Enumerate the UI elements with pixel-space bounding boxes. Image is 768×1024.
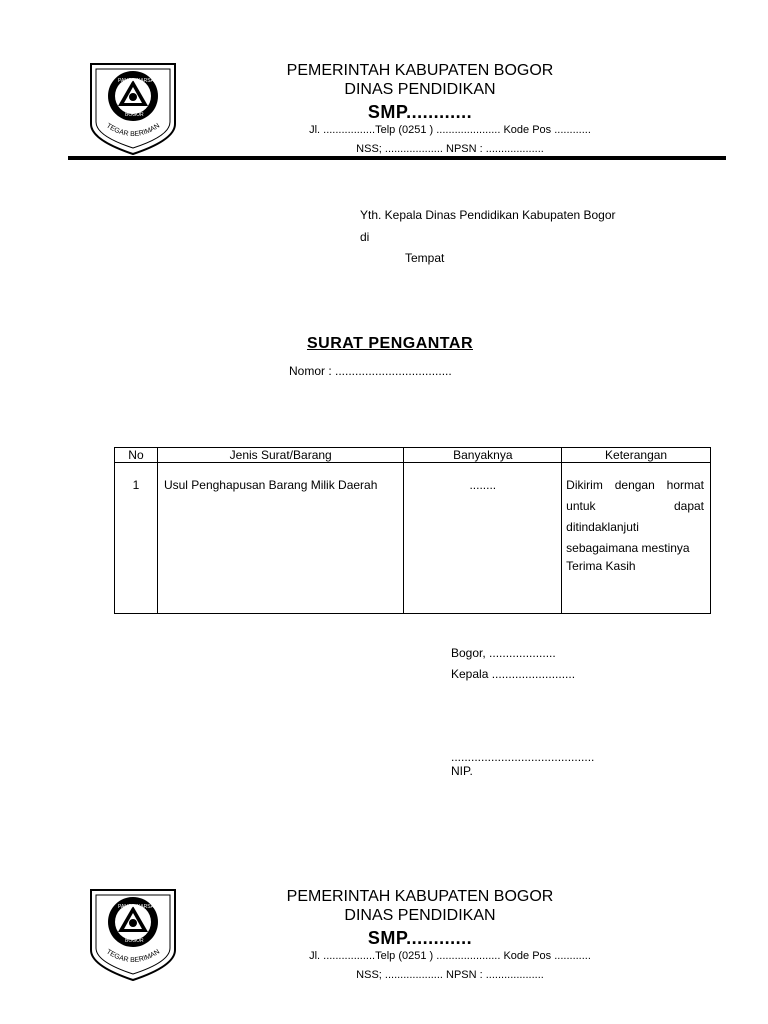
cell-item: Usul Penghapusan Barang Milik Daerah: [157, 463, 404, 614]
recipient-place: Tempat: [405, 251, 445, 265]
svg-text:PANCA: PANCA: [118, 904, 135, 910]
cell-qty: ........: [404, 463, 562, 614]
svg-text:KARSA: KARSA: [137, 78, 154, 84]
note-text: Dikirim dengan hormat untuk dapat ditindaklanjuti sebagaimana mestinya: [566, 478, 704, 555]
letter-number: Nomor : ...................................: [289, 364, 452, 378]
column-header-note: Keterangan: [562, 448, 711, 463]
letter-title: SURAT PENGANTAR: [306, 335, 473, 352]
footer-header-address: Jl. .................Telp (0251 ) ..................... Kode Pos ............: [309, 950, 591, 962]
signature-place-date: Bogor, ....................: [451, 646, 556, 660]
footer-header-department: DINAS PENDIDIKAN: [344, 907, 496, 924]
header-divider: [68, 156, 726, 160]
footer-header-ids: NSS; ................... NPSN : ...................: [356, 969, 544, 981]
school-logo-bottom: [88, 886, 178, 982]
recipient-di: di: [360, 230, 370, 244]
header-school: SMP............: [367, 102, 473, 122]
header-address: Jl. .................Telp (0251 ) ..................... Kode Pos ............: [309, 124, 591, 136]
signature-name-line: ...........................................: [451, 750, 595, 764]
footer-header-school: SMP............: [367, 928, 473, 948]
signature-nip: NIP.: [451, 764, 473, 778]
svg-text:TEGAR BERIMAN: TEGAR BERIMAN: [104, 122, 162, 139]
column-header-item: Jenis Surat/Barang: [157, 448, 404, 463]
column-header-qty: Banyaknya: [404, 448, 562, 463]
recipient-line: Yth. Kepala Dinas Pendidikan Kabupaten Bogor: [360, 208, 616, 222]
header-department: DINAS PENDIDIKAN: [344, 81, 496, 98]
header-government: PEMERINTAH KABUPATEN BOGOR: [286, 62, 554, 79]
cell-no: 1: [115, 463, 158, 614]
header-ids: NSS; ................... NPSN : ...................: [356, 143, 544, 155]
note-thanks: Terima Kasih: [566, 559, 636, 573]
signature-role: Kepala .........................: [451, 667, 576, 681]
footer-header-government: PEMERINTAH KABUPATEN BOGOR: [286, 888, 554, 905]
svg-text:TEGAR BERIMAN: TEGAR BERIMAN: [104, 948, 162, 965]
svg-text:BOGOR: BOGOR: [125, 938, 144, 944]
svg-text:PANCA: PANCA: [118, 78, 135, 84]
cell-note: [562, 463, 711, 614]
school-logo: [88, 60, 178, 156]
svg-text:BOGOR: BOGOR: [125, 112, 144, 118]
column-header-no: No: [115, 448, 158, 463]
table-row: [115, 463, 711, 614]
svg-text:KARSA: KARSA: [137, 904, 154, 910]
items-table: [114, 447, 711, 614]
table-header-row: [115, 448, 711, 463]
